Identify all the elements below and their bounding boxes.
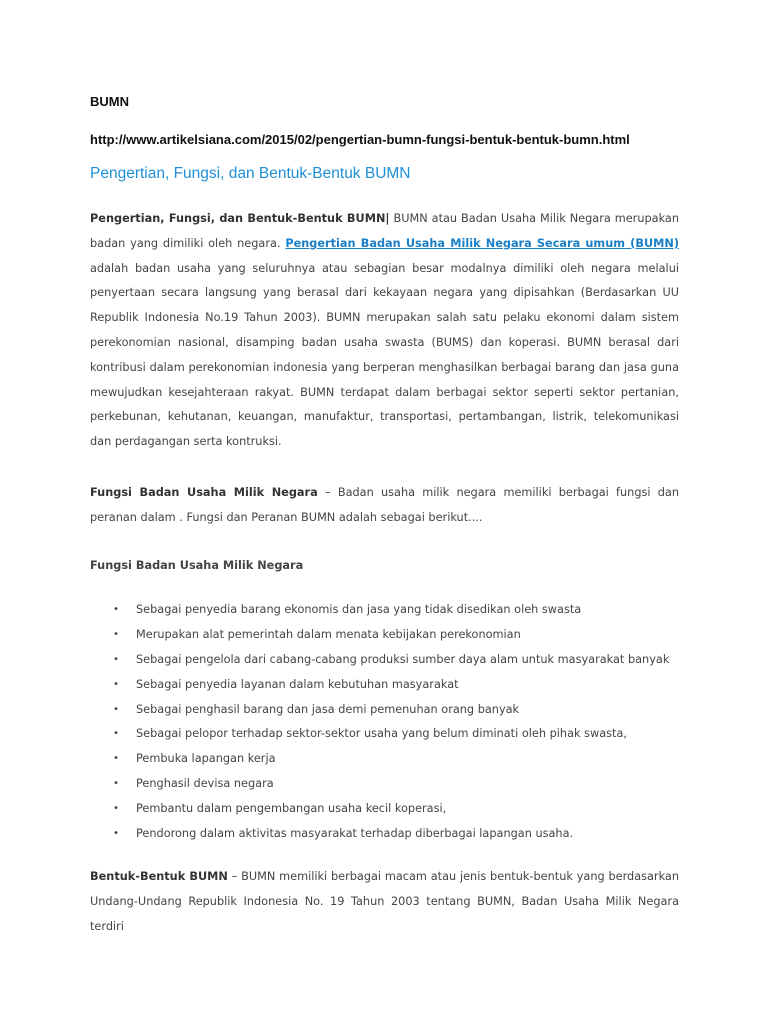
functions-heading: Fungsi Badan Usaha Milik Negara [90, 559, 304, 572]
bullet-icon: • [113, 628, 119, 640]
functions-intro-paragraph [90, 481, 679, 531]
list-item: • Sebagai pelopor terhadap sektor-sektor usaha yang belum diminati oleh pihak swasta, [90, 722, 690, 747]
bullet-icon: • [113, 753, 119, 765]
bullet-icon: • [113, 728, 119, 740]
list-item: • Pembantu dalam pengembangan usaha kecil koperasi, [90, 797, 690, 822]
bullet-icon: • [113, 653, 119, 665]
list-item: • Pendorong dalam aktivitas masyarakat terhadap diberbagai lapangan usaha. [90, 822, 690, 847]
list-item: • Sebagai pengelola dari cabang-cabang produksi sumber daya alam untuk masyarakat banyak [90, 648, 690, 673]
functions-intro-lead: Fungsi Badan Usaha Milik Negara [90, 486, 318, 499]
intro-lead: Pengertian, Fungsi, dan Bentuk-Bentuk BUMN| [90, 212, 390, 225]
article-title: Pengertian, Fungsi, dan Bentuk-Bentuk BUMN [90, 165, 411, 182]
bullet-icon: • [113, 604, 119, 615]
intro-paragraph [90, 207, 679, 455]
bullet-icon: • [113, 828, 119, 840]
list-item: • Pembuka lapangan kerja [90, 747, 690, 772]
bullet-icon: • [113, 678, 119, 690]
forms-paragraph [90, 865, 679, 939]
forms-lead: Bentuk-Bentuk BUMN [90, 870, 228, 883]
bullet-icon: • [113, 778, 119, 790]
intro-text-a: BUMN atau Badan Usaha Milik Negara merupakan badan yang dimiliki oleh negara. [90, 212, 679, 250]
intro-text-b: adalah badan usaha yang seluruhnya atau sebagian besar modalnya dimiliki oleh negara melalui penyertaan secara langsung yang berasal dari kekayaan negara yang dipisahkan (Berdasarkan UU Republik Indonesia No.19 Tahun 2003). BUMN merupakan salah satu pelaku ekonomi dalam sistem perekonomian nasional, disamping badan usaha swasta (BUMS) dan koperasi. BUMN berasal dari kontribusi dalam perekonomian indonesia yang berperan menghasilkan berbagai barang dan jasa guna mewujudkan kesejahteraan rakyat. BUMN terdapat dalam berbagai sektor seperti sektor pertanian, perkebunan, kehutanan, keuangan, manufaktur, transportasi, pertambangan, listrik, telekomunikasi dan perdagangan serta kontruksi. [90, 261, 679, 449]
list-item: • Sebagai penyedia layanan dalam kebutuhan masyarakat [90, 673, 690, 698]
list-item: • Penghasil devisa negara [90, 772, 690, 797]
functions-list [90, 598, 690, 847]
list-item: • Sebagai penyedia barang ekonomis dan jasa yang tidak disedikan oleh swasta [90, 598, 690, 623]
forms-text: – BUMN memiliki berbagai macam atau jenis bentuk-bentuk yang berdasarkan Undang-Undang Republik Indonesia No. 19 Tahun 2003 tentang BUMN, Badan Usaha Milik Negara terdiri [90, 870, 679, 933]
source-url: http://www.artikelsiana.com/2015/02/pengertian-bumn-fungsi-bentuk-bentuk-bumn.html [90, 132, 630, 147]
list-item: • Merupakan alat pemerintah dalam menata kebijakan perekonomian [90, 623, 690, 648]
functions-intro-text: – Badan usaha milik negara memiliki berbagai fungsi dan peranan dalam . Fungsi dan Peranan BUMN adalah sebagai berikut.... [90, 486, 679, 524]
bullet-icon: • [113, 803, 119, 815]
doc-label: BUMN [90, 94, 129, 109]
list-item: • Sebagai penghasil barang dan jasa demi pemenuhan orang banyak [90, 698, 690, 723]
bullet-icon: • [113, 703, 119, 715]
definition-link[interactable]: Pengertian Badan Usaha Milik Negara Secara umum (BUMN) [285, 236, 679, 250]
